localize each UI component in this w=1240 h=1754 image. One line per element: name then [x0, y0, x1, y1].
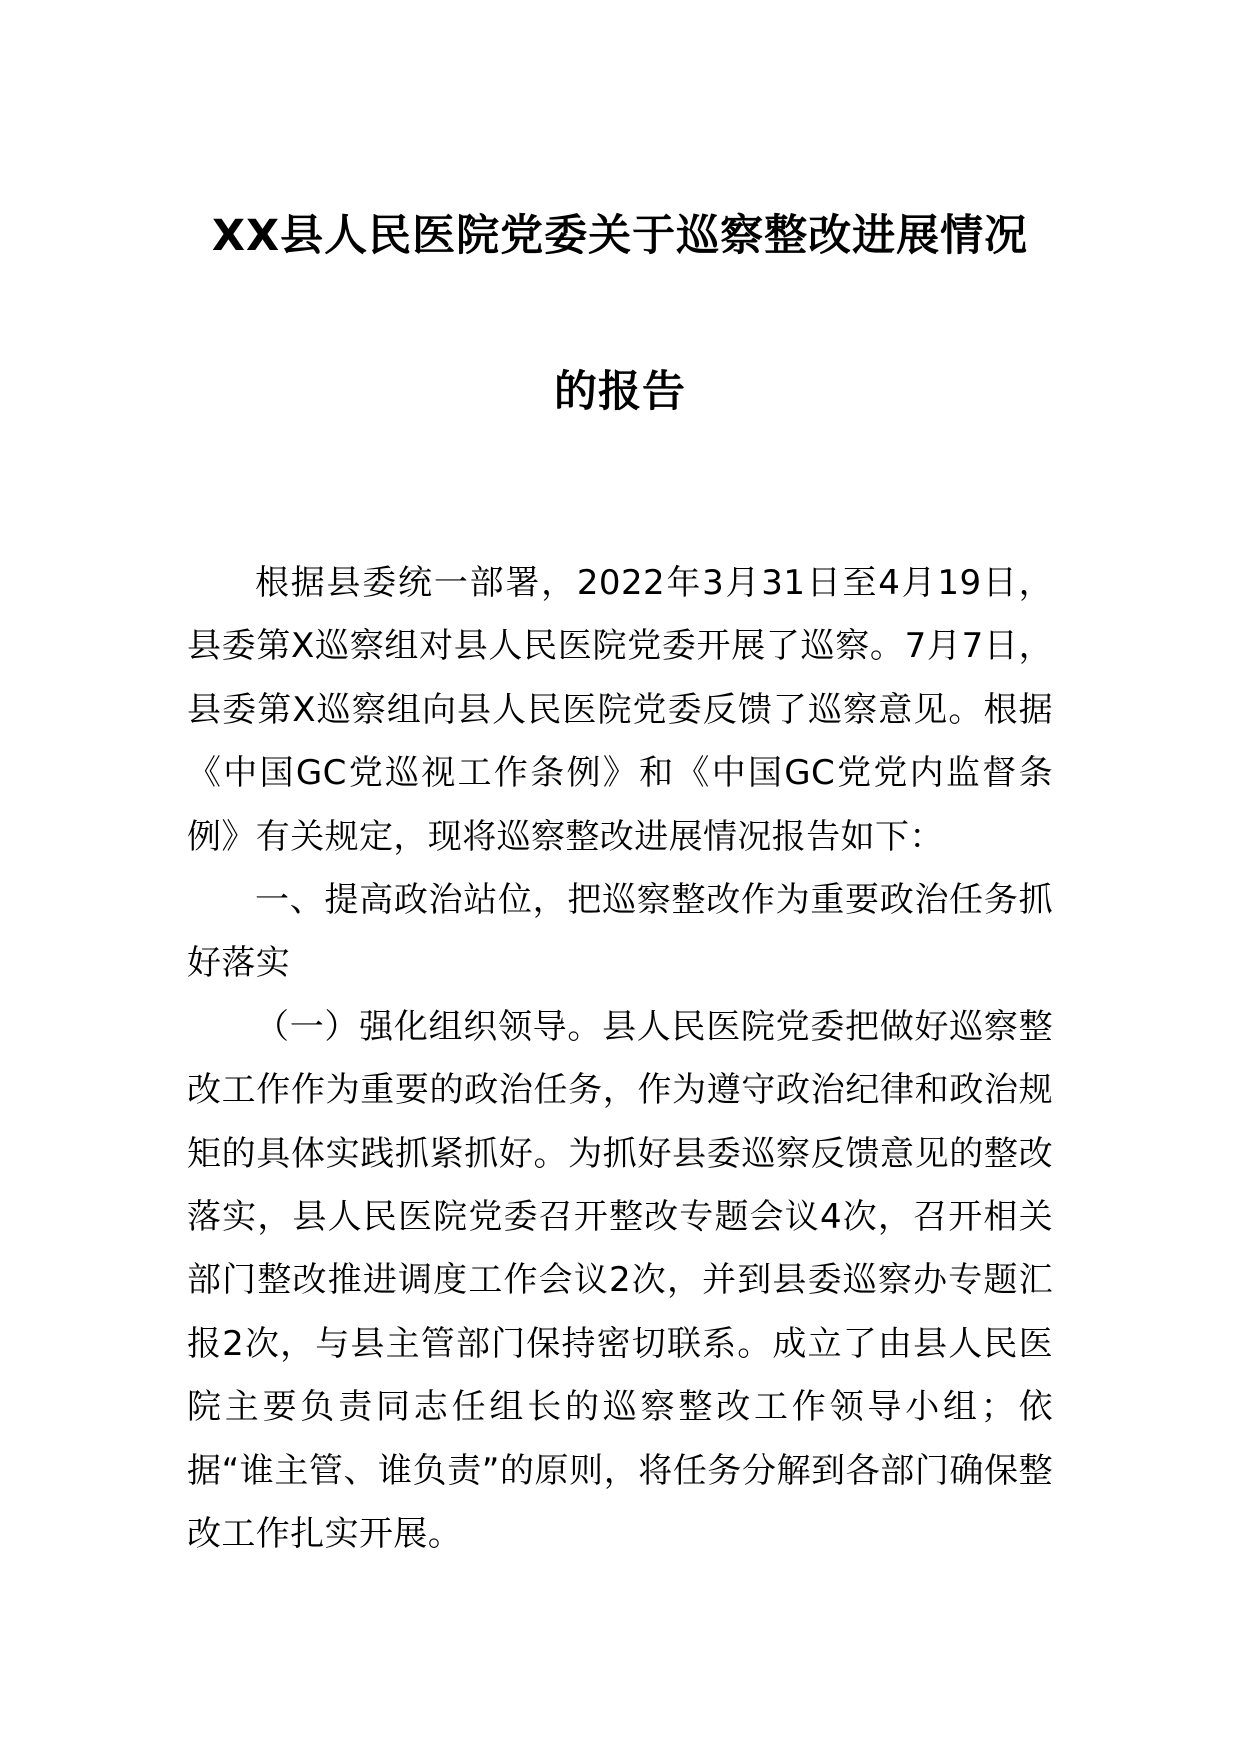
- subsection-paragraph-1: （一）强化组织领导。县人民医院党委把做好巡察整改工作作为重要的政治任务，作为遵守政治纪律和政治规矩的具体实践抓紧抓好。为抓好县委巡察反馈意见的整改落实，县人民医院党委召开整改专题会议4次，召开相关部门整改推进调度工作会议2次，并到县委巡察办专题汇报2次，与县主管部门保持密切联系。成立了由县人民医院主要负责同志任组长的巡察整改工作领导小组；依据“谁主管、谁负责”的原则，将任务分解到各部门确保整改工作扎实开展。: [187, 1006, 1053, 1555]
- intro-paragraph: 根据县委统一部署，2022年3月31日至4月19日，县委第X巡察组对县人民医院党委开展了巡察。7月7日，县委第X巡察组向县人民医院党委反馈了巡察意见。根据《中国GC党巡视工作条例》和《中国GC党党内监督条例》有关规定，现将巡察整改进展情况报告如下：: [187, 563, 1053, 857]
- document-title-line-1: XX县人民医院党委关于巡察整改进展情况: [211, 211, 1029, 261]
- document-title-line-2: 的报告: [554, 367, 686, 417]
- document-body: [187, 552, 1053, 1567]
- section-heading-1: 一、提高政治站位，把巡察整改作为重要政治任务抓好落实: [187, 880, 1053, 984]
